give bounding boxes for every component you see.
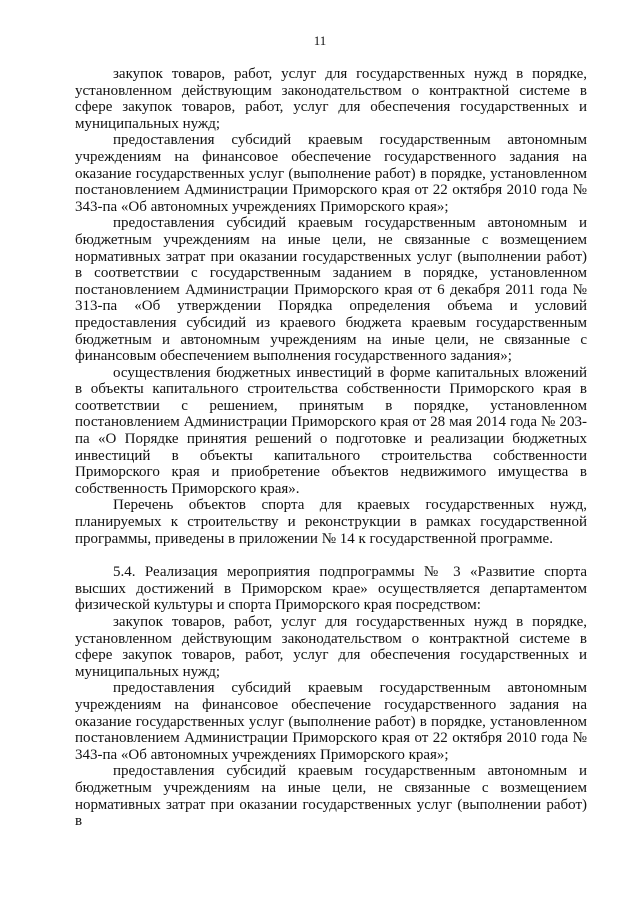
paragraph-subsidies-other-purposes: предоставления субсидий краевым государственным автономным и бюджетным учреждениям на иные цели, не связанные с возмещением нормативных затрат при оказании государственных услуг (выполнении работ) в соответствии с государственным заданием в порядке, установленном постановлением Администрации Приморского края от 6 декабря 2011 года № 313-па «Об утверждении Порядка определения объема и условий предоставления субсидий из краевого бюджета краевым государственным бюджетным и автономным учреждениям на иные цели, не связанные с финансовым обеспечением выполнения государственного задания»;: [75, 215, 587, 365]
section-5-4-heading-paragraph: 5.4. Реализация мероприятия подпрограммы № 3 «Развитие спорта высших достижений в Приморском крае» осуществляется департаментом физической культуры и спорта Приморского края посредством:: [75, 564, 587, 614]
paragraph-procurement: закупок товаров, работ, услуг для государственных нужд в порядке, установленном действующим законодательством о контрактной системе в сфере закупок товаров, работ, услуг для обеспечения государственных и муниципальных нужд;: [75, 66, 587, 132]
document-body: [75, 66, 587, 830]
paragraph-subsidies-state-task-2: предоставления субсидий краевым государственным автономным учреждениям на финансовое обеспечение государственного задания на оказание государственных услуг (выполнение работ) в порядке, установленном постановлением Администрации Приморского края от 22 октября 2010 года № 343-па «Об автономных учреждениях Приморского края»;: [75, 680, 587, 763]
paragraph-sports-facilities-list: Перечень объектов спорта для краевых государственных нужд, планируемых к строительству и реконструкции в рамках государственной программы, приведены в приложении № 14 к государственной программе.: [75, 497, 587, 547]
paragraph-procurement-2: закупок товаров, работ, услуг для государственных нужд в порядке, установленном действующим законодательством о контрактной системе в сфере закупок товаров, работ, услуг для обеспечения государственных и муниципальных нужд;: [75, 614, 587, 680]
page-number: 11: [313, 33, 327, 48]
paragraph-subsidies-other-purposes-2: предоставления субсидий краевым государственным автономным и бюджетным учреждениям на иные цели, не связанные с возмещением нормативных затрат при оказании государственных услуг (выполнении работ) в: [75, 763, 587, 830]
paragraph-subsidies-state-task: предоставления субсидий краевым государственным автономным учреждениям на финансовое обеспечение государственного задания на оказание государственных услуг (выполнение работ) в порядке, установленном постановлением Администрации Приморского края от 22 октября 2010 года № 343-па «Об автономных учреждениях Приморского края»;: [75, 132, 587, 215]
paragraph-budget-investments: осуществления бюджетных инвестиций в форме капитальных вложений в объекты капитального строительства собственности Приморского края в соответствии с решением, принятым в порядке, установленном постановлением Администрации Приморского края от 28 мая 2014 года № 203-па «О Порядке принятия решений о подготовке и реализации бюджетных инвестиций в объекты капитального строительства собственности Приморского края и приобретение объектов недвижимого имущества в собственность Приморского края».: [75, 364, 587, 497]
